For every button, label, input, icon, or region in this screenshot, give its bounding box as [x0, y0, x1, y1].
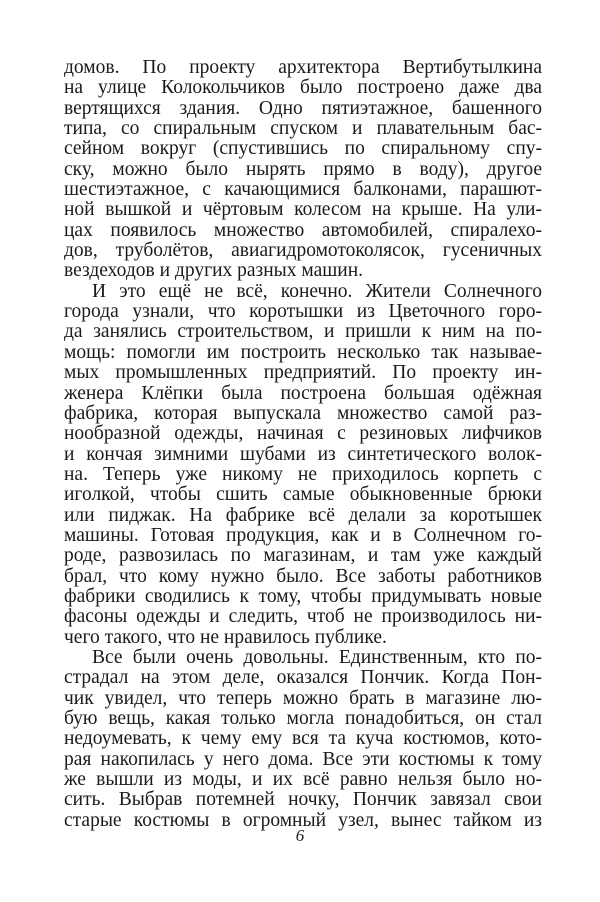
book-page-text	[64, 58, 542, 831]
text-line: домов. По проекту архитектора Вертибутылкина	[64, 58, 542, 78]
text-line: и кончая зимними шубами из синтетического волок-	[64, 444, 542, 465]
text-line: вездеходов и других разных машин.	[64, 261, 364, 282]
text-line: брал, что кому нужно было. Все заботы работников	[64, 566, 542, 587]
text-line: цах появилось множество автомобилей, спиралехо-	[64, 220, 542, 241]
text-line: чего такого, что не нравилось публике.	[64, 627, 387, 648]
text-line: на. Теперь уже никому не приходилось корпеть с	[64, 464, 542, 485]
text-line: на улице Колокольчиков было построено даже два	[64, 78, 542, 99]
text-line: фабрики сводились к тому, чтобы придумывать новые	[64, 586, 542, 607]
text-line: или пиджак. На фабрике всё делали за коротышек	[64, 505, 542, 526]
text-line: недоумевать, к чему ему вся та куча костюмов, кото-	[64, 729, 542, 750]
text-line: шестиэтажное, с качающимися балконами, парашют-	[64, 180, 542, 201]
text-line: фасоны одежды и следить, чтоб не производилось ни-	[64, 607, 542, 628]
text-line: страдал на этом деле, оказался Пончик. Когда Пон-	[64, 668, 542, 689]
text-line: фабрика, которая выпускала множество самой раз-	[64, 403, 542, 424]
text-line: сить. Выбрав потемней ночку, Пончик завязал свои	[64, 790, 542, 811]
text-line: же вышли из моды, и их всё равно нельзя было но-	[64, 770, 542, 791]
text-line: дов, труболётов, авиагидромотоколясок, гусеничных	[64, 241, 542, 262]
text-line: города узнали, что коротышки из Цветочного горо-	[64, 302, 542, 323]
text-line: Все были очень довольны. Единственным, кто по-	[92, 647, 542, 668]
page-number: 6	[295, 826, 305, 845]
text-line: мощь: помогли им построить несколько так называе-	[64, 342, 542, 363]
text-line: мых промышленных предприятий. По проекту ин-	[64, 363, 542, 384]
text-line: ной вышкой и чёртовым колесом на крыше. На ули-	[64, 200, 542, 221]
text-line: роде, развозилась по магазинам, и там уже каждый	[64, 546, 542, 567]
text-line: чик увидел, что теперь можно брать в магазине лю-	[64, 688, 542, 709]
paragraph	[64, 282, 542, 648]
text-line: вертящихся здания. Одно пятиэтажное, башенного	[64, 98, 542, 119]
text-line: иголкой, чтобы сшить самые обыкновенные брюки	[64, 485, 542, 506]
text-line: И это ещё не всё, конечно. Жители Солнечного	[92, 281, 542, 302]
text-line: да занялись строительством, и пришли к ним на по-	[64, 322, 542, 343]
text-line: бую вещь, какая только могла понадобиться, он стал	[64, 709, 542, 729]
text-line: ску, можно было нырять прямо в воду), другое	[64, 159, 542, 180]
text-line: женера Клёпки была построена большая одёжная	[64, 383, 542, 404]
text-line: сейном вокруг (спустившись по спиральному спу-	[64, 139, 542, 160]
paragraph	[64, 58, 542, 282]
text-line: машины. Готовая продукция, как и в Солнечном го-	[64, 525, 542, 546]
text-line: нообразной одежды, начиная с резиновых лифчиков	[64, 424, 542, 445]
text-line: рая накопилась у него дома. Все эти костюмы к тому	[64, 749, 542, 770]
text-line: старые костюмы в огромный узел, вынес тайком из	[64, 810, 542, 831]
text-line: типа, со спиральным спуском и плавательным бас-	[64, 119, 542, 140]
paragraph	[64, 648, 542, 831]
